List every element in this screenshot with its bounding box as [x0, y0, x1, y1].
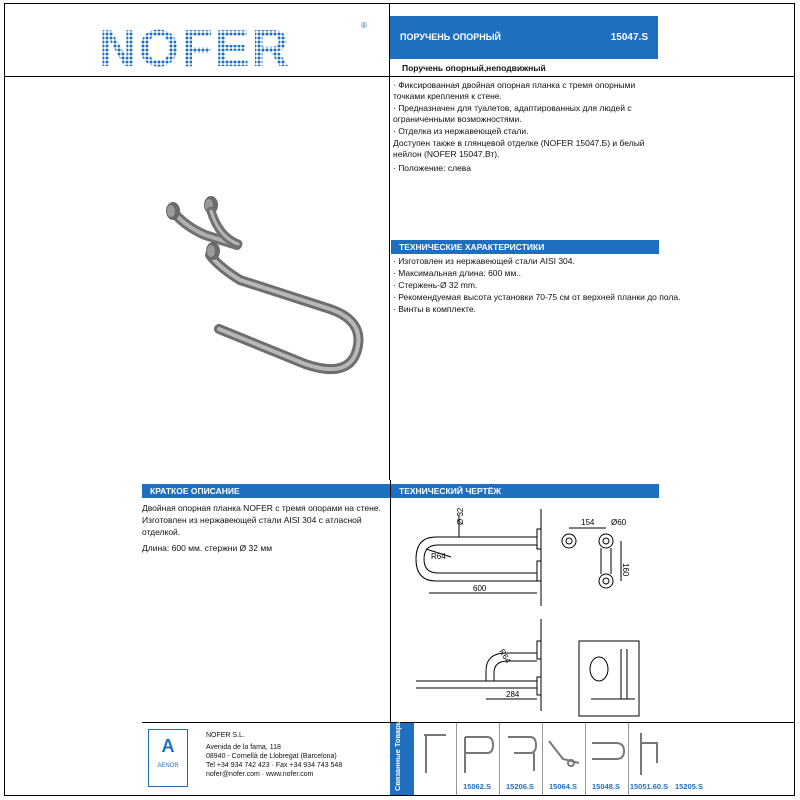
spec-item: · Винты в комплекте. — [393, 304, 476, 314]
feature-item: Доступен также в глянцевой отделке (NOFER 15047.Б) и белый нейлон (NOFER 15047.Вт). — [393, 138, 645, 159]
spec-item: · Стержень-Ø 32 mm. — [393, 280, 478, 290]
datasheet — [4, 3, 795, 796]
company-line: Tel +34 934 742 423 · Fax +34 934 743 548 — [206, 762, 343, 769]
summary-line: Длина: 600 мм. стержни Ø 32 мм — [142, 543, 273, 553]
logo-text: NOFER — [99, 20, 291, 77]
related-code: 15048.S — [592, 782, 620, 791]
feature-item: · Положение: слева — [393, 163, 471, 173]
company-line: Avenida de la fama, 118 — [206, 744, 281, 751]
spec-item: · Максимальная длина: 600 мм.. — [393, 268, 522, 278]
specs-heading: ТЕХНИЧЕСКИЕ ХАРАКТЕРИСТИКИ — [391, 240, 659, 254]
specs-list — [393, 256, 693, 326]
features-list — [393, 80, 663, 240]
related-products — [414, 723, 703, 795]
technical-drawing — [391, 501, 661, 721]
nofer-logo — [5, 4, 390, 77]
related-item[interactable] — [457, 723, 534, 795]
related-item[interactable] — [629, 723, 703, 795]
subtitle-row — [390, 59, 794, 77]
company-line: nofer@nofer.com · www.nofer.com — [206, 771, 314, 778]
badge-caption: AENOR — [157, 763, 179, 769]
dim-d32: Ø 32 — [456, 507, 465, 525]
spec-item: · Рекомендуемая высота установки 70-75 см от верхней планки до пола. — [393, 292, 681, 302]
drawing-heading: ТЕХНИЧЕСКИЙ ЧЕРТЁЖ — [391, 484, 659, 498]
related-label-cell — [390, 718, 414, 795]
related-code: 15206.S — [506, 782, 534, 791]
related-code: 15205.S — [675, 782, 703, 791]
related-code: 15064.S — [549, 782, 577, 791]
dim-284: 284 — [506, 690, 520, 699]
dim-d60: Ø60 — [611, 518, 627, 527]
product-photo-area — [5, 77, 390, 480]
logo-box — [5, 4, 390, 77]
header-bar — [390, 16, 658, 59]
summary-line: Изготовлен из нержавеющей стали AISI 304 с атласной отделкой. — [142, 515, 362, 537]
summary-text — [142, 502, 390, 562]
footer — [142, 718, 794, 795]
header-title: ПОРУЧЕНЬ ОПОРНЫЙ — [400, 32, 501, 42]
feature-item: · Фиксированная двойная опорная планка с тремя опорными точками крепления к стене. — [393, 80, 636, 101]
related-item[interactable] — [500, 723, 577, 795]
certification-badge — [148, 729, 188, 787]
feature-item: · Отделка из нержавеющей стали. — [393, 126, 529, 136]
dim-r64: R64 — [431, 552, 446, 561]
dim-160: 160 — [621, 563, 630, 577]
company-line: 08940 - Cornellà de Llobregat (Barcelona) — [206, 753, 337, 760]
related-item[interactable] — [586, 723, 669, 795]
related-code: 15062.S — [463, 782, 491, 791]
dim-600: 600 — [473, 584, 487, 593]
company-info — [206, 731, 342, 779]
registered-mark: ® — [361, 21, 367, 30]
product-subtitle: Поручень опорный,неподвижный — [402, 63, 546, 73]
related-item[interactable] — [414, 723, 491, 795]
company-line: NOFER S.L. — [206, 732, 245, 739]
spec-item: · Изготовлен из нержавеющей стали AISI 304. — [393, 256, 575, 266]
header-code: 15047.S — [610, 32, 648, 43]
summary-heading: КРАТКОЕ ОПИСАНИЕ — [142, 484, 390, 498]
related-item[interactable] — [543, 723, 620, 795]
badge-letter: A — [161, 736, 175, 756]
dim-r64b: R64 — [497, 647, 513, 665]
summary-line: Двойная опорная планка NOFER с тремя опорами на стене. — [142, 503, 381, 513]
related-label: Связанные Товары — [393, 718, 402, 791]
grab-bar-photo — [5, 77, 390, 480]
feature-item: · Предназначен для туалетов, адаптированных для людей с ограниченными возможностями. — [393, 103, 632, 124]
dim-154: 154 — [581, 518, 595, 527]
related-code: 15051.60.S — [629, 782, 669, 791]
